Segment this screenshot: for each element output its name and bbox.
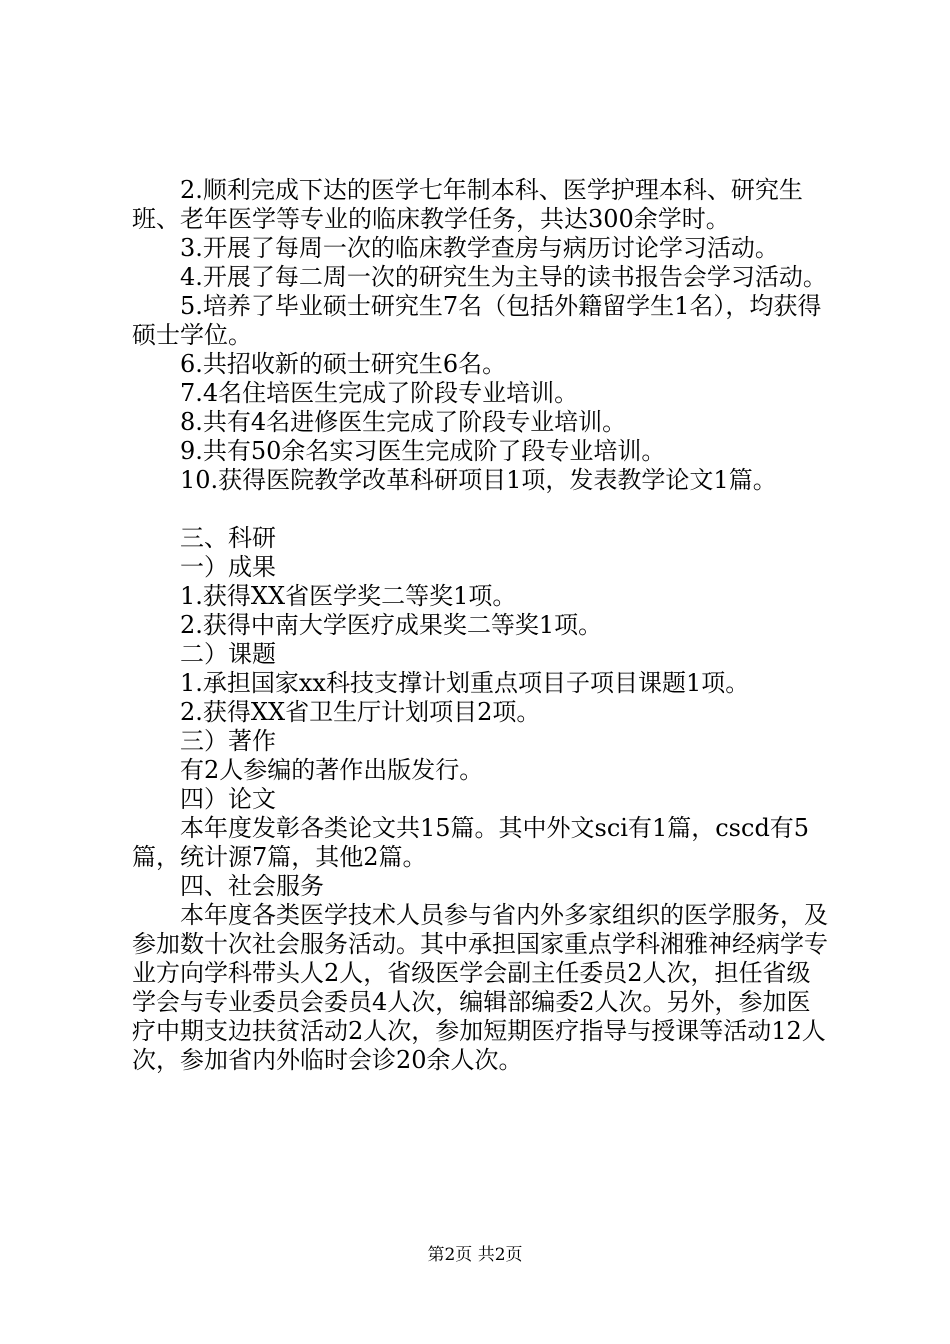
social-service-text: 本年度各类医学技术人员参与省内外多家组织的医学服务，及参加数十次社会服务活动。其中承担国家重点学科湘雅神经病学专业方向学科带头人2人，省级医学会副主任委员2人次，担任省级学会与专业委员会委员4人次，编辑部编委2人次。另外，参加医疗中期支边扶贫活动2人次，参加短期医疗指导与授课等活动12人次，参加省内外临时会诊20余人次。	[132, 901, 828, 1074]
section-heading-research: 三、科研	[180, 524, 276, 552]
page-footer	[0, 1244, 950, 1266]
document-body	[132, 176, 832, 1075]
project-item-1: 1.承担国家xx科技支撑计划重点项目子项目课题1项。	[180, 669, 750, 697]
papers-text: 本年度发彰各类论文共15篇。其中外文sci有1篇，cscd有5篇，统计源7篇，其他2篇。	[132, 814, 810, 871]
education-item-6: 6.共招收新的硕士研究生6名。	[180, 350, 507, 378]
subsection-heading-projects: 二）课题	[180, 640, 276, 668]
education-item-7: 7.4名住培医生完成了阶段专业培训。	[180, 379, 579, 407]
education-item-10: 10.获得医院教学改革科研项目1项，发表教学论文1篇。	[180, 466, 777, 494]
education-item-4: 4.开展了每二周一次的研究生为主导的读书报告会学习活动。	[180, 263, 827, 291]
achievement-item-1: 1.获得XX省医学奖二等奖1项。	[180, 582, 517, 610]
education-item-2: 2.顺利完成下达的医学七年制本科、医学护理本科、研究生班、老年医学等专业的临床教学任务，共达300余学时。	[132, 176, 803, 233]
works-text: 有2人参编的著作出版发行。	[180, 756, 484, 784]
project-item-2: 2.获得XX省卫生厅计划项目2项。	[180, 698, 541, 726]
section-heading-social-service: 四、社会服务	[180, 872, 324, 900]
education-item-8: 8.共有4名进修医生完成了阶段专业培训。	[180, 408, 627, 436]
education-item-5: 5.培养了毕业硕士研究生7名（包括外籍留学生1名），均获得硕士学位。	[132, 292, 822, 349]
subsection-heading-papers: 四）论文	[180, 785, 276, 813]
education-item-9: 9.共有50余名实习医生完成阶了段专业培训。	[180, 437, 666, 465]
subsection-heading-achievements: 一）成果	[180, 553, 276, 581]
education-item-3: 3.开展了每周一次的临床教学查房与病历讨论学习活动。	[180, 234, 779, 262]
page-number: 第2页 共2页	[427, 1245, 523, 1265]
achievement-item-2: 2.获得中南大学医疗成果奖二等奖1项。	[180, 611, 603, 639]
subsection-heading-works: 三）著作	[180, 727, 276, 755]
